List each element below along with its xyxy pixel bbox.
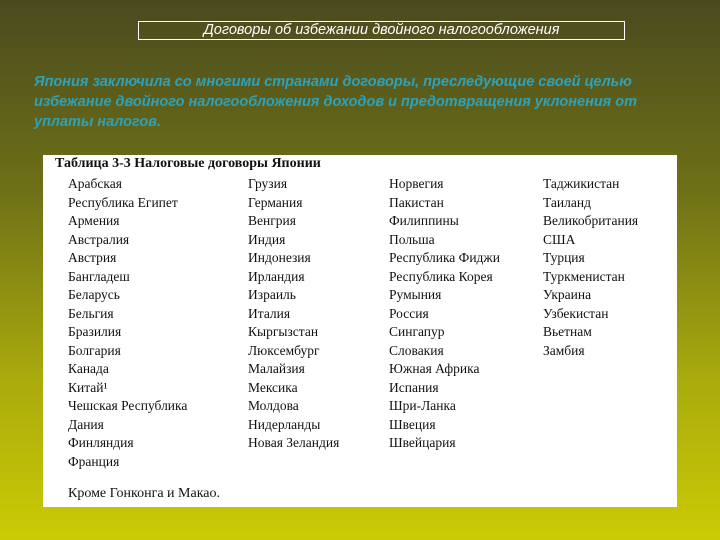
country-name: Замбия <box>543 342 585 358</box>
tax-treaty-table <box>43 155 677 507</box>
country-name: Армения <box>68 213 120 228</box>
country-name: Польша <box>389 231 435 247</box>
country-column-3 <box>389 175 500 453</box>
country-name: США <box>543 231 576 247</box>
country-name: Малайзия <box>248 361 305 376</box>
country-name: Чешская Республика <box>68 398 188 413</box>
country-name: Румыния <box>389 287 442 302</box>
country-name: Норвегия <box>389 176 444 191</box>
country-name: Израиль <box>248 287 296 302</box>
country-name: Венгрия <box>248 213 296 228</box>
country-name: Индонезия <box>248 250 311 265</box>
country-name: Франция <box>68 453 120 469</box>
country-name: Швеция <box>389 416 436 432</box>
country-name: Ирландия <box>248 268 305 284</box>
country-name: Люксембург <box>248 342 320 358</box>
country-name: Дания <box>68 416 104 432</box>
country-name: Болгария <box>68 342 121 358</box>
country-name: Нидерланды <box>248 416 321 432</box>
country-name: Вьетнам <box>543 324 592 339</box>
country-name: Италия <box>248 305 291 321</box>
country-name: Республика Корея <box>389 268 493 284</box>
country-name: Республика Египет <box>68 194 178 210</box>
country-name: Сингапур <box>389 324 445 339</box>
country-name: Испания <box>389 379 439 395</box>
country-name: Австралия <box>68 231 130 247</box>
country-name: Финляндия <box>68 435 134 450</box>
table-caption: Таблица 3-3 Налоговые договоры Японии <box>55 156 321 171</box>
country-name: Шри-Ланка <box>389 398 456 413</box>
country-name: Китай¹ <box>68 379 108 395</box>
country-name: Арабская <box>68 176 122 191</box>
country-name: Австрия <box>68 250 117 265</box>
country-name: Пакистан <box>389 194 444 210</box>
country-name: Грузия <box>248 176 288 191</box>
country-name: Узбекистан <box>543 305 609 321</box>
country-name: Украина <box>543 287 592 302</box>
country-name: Беларусь <box>68 287 120 302</box>
country-column-4 <box>543 175 638 360</box>
country-name: Индия <box>248 231 286 247</box>
country-name: Молдова <box>248 398 299 413</box>
country-name: Новая Зеландия <box>248 435 340 450</box>
country-name: Республика Фиджи <box>389 250 500 265</box>
country-name: Кыргызстан <box>248 324 319 339</box>
country-name: Южная Африка <box>389 361 480 376</box>
country-column-1 <box>68 175 187 471</box>
country-name: Таиланд <box>543 194 591 210</box>
country-name: Филиппины <box>389 213 459 228</box>
country-name: Канада <box>68 361 109 376</box>
country-name: Таджикистан <box>543 176 620 191</box>
country-name: Бельгия <box>68 305 114 321</box>
country-name: Россия <box>389 305 429 321</box>
intro-paragraph: Япония заключила со многими странами договоры, преследующие своей целью избежание двойного налогообложения доходов и предотвращения уклонения от уплаты налогов. <box>34 74 637 130</box>
country-name: Турция <box>543 250 585 265</box>
country-name: Германия <box>248 194 303 210</box>
slide-title: Договоры об избежании двойного налогообложения <box>138 21 625 40</box>
country-name: Словакия <box>389 342 444 358</box>
table-footnote: Кроме Гонконга и Макао. <box>68 486 220 501</box>
country-name: Мексика <box>248 379 298 395</box>
country-name: Великобритания <box>543 213 639 228</box>
country-name: Швейцария <box>389 435 456 450</box>
country-column-2 <box>248 175 339 453</box>
country-name: Бразилия <box>68 324 122 339</box>
country-name: Бангладеш <box>68 268 130 284</box>
country-name: Туркменистан <box>543 268 625 284</box>
